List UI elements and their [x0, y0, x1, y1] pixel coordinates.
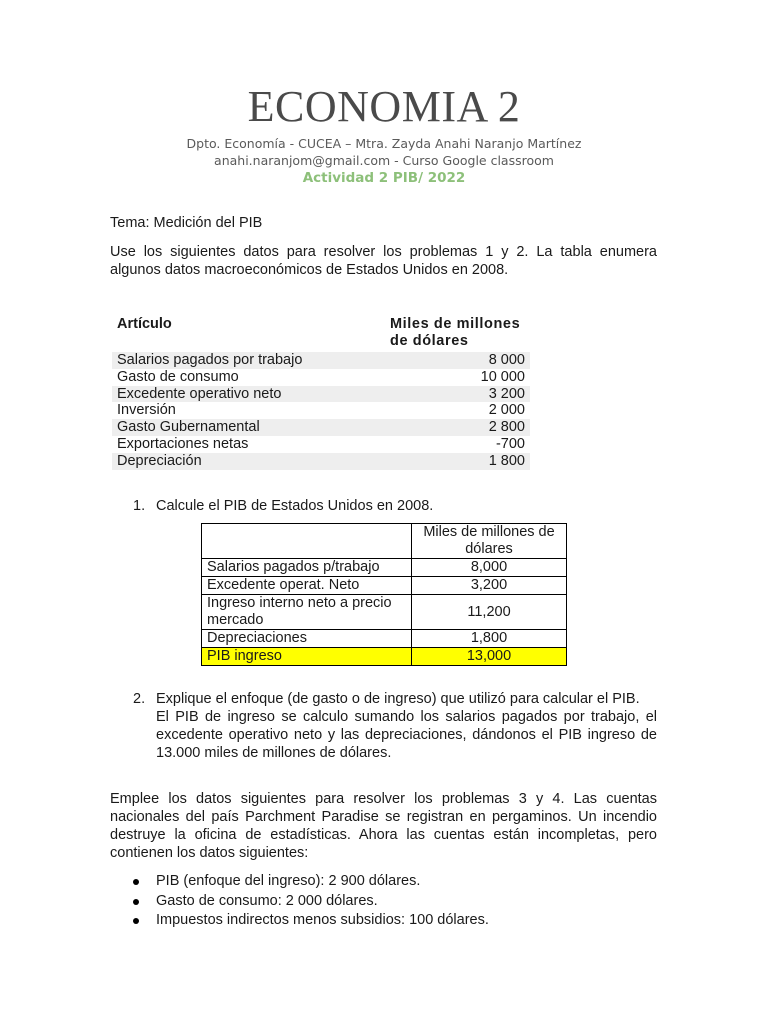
bullet-icon [133, 899, 139, 905]
column-header-article: Artículo [117, 316, 172, 332]
row-label: Depreciaciones [202, 630, 412, 648]
department-line: Dpto. Economía - CUCEA – Mtra. Zayda Anahi Naranjo Martínez [186, 136, 582, 151]
table-row [202, 630, 567, 648]
activity-label: Actividad 2 PIB/ 2022 [302, 170, 466, 186]
header-empty-cell [202, 524, 412, 559]
row-value: 10 000 [480, 368, 525, 385]
row-label: Excedente operat. Neto [202, 577, 412, 595]
list-item-text: Gasto de consumo: 2 000 dólares. [156, 892, 378, 909]
list-item-text: PIB (enfoque del ingreso): 2 900 dólares. [156, 873, 421, 889]
row-value: 3,200 [412, 577, 567, 595]
table-row [202, 577, 567, 595]
document-title: ECONOMIA 2 [247, 82, 521, 131]
row-label: Excedente operativo neto [112, 386, 385, 403]
row-label: Inversión [117, 402, 176, 419]
row-value: 13,000 [412, 648, 567, 666]
answer-text: El PIB de ingreso se calculo sumando los salarios pagados por trabajo, el excedente operativo neto y las depreciaciones, dándonos el PIB ingreso de 13.000 miles de millones de dólares. [156, 709, 657, 761]
row-value: 11,200 [412, 595, 567, 630]
table-row [112, 453, 530, 470]
bullet-icon [133, 918, 139, 924]
table-header-row [202, 524, 567, 559]
question-number: 1. [133, 498, 146, 514]
contact-line: anahi.naranjom@gmail.com - Curso Google classroom [214, 153, 554, 168]
row-value: 2 000 [488, 402, 525, 419]
row-value: 1,800 [412, 630, 567, 648]
topic-line: Tema: Medición del PIB [110, 215, 263, 231]
row-label: Depreciación [112, 453, 385, 470]
table-row [112, 369, 530, 386]
gdp-answer-table [201, 523, 567, 666]
macro-data-table [112, 316, 530, 470]
row-label: Salarios pagados p/trabajo [202, 559, 412, 577]
row-value: 1 800 [385, 453, 530, 470]
table-row [112, 436, 530, 453]
row-label: PIB ingreso [202, 648, 412, 666]
row-label: Salarios pagados por trabajo [112, 352, 385, 369]
list-item-text: Impuestos indirectos menos subsidios: 100 dólares. [156, 912, 489, 928]
table-row [202, 595, 567, 630]
instructions-paragraph: Use los siguientes datos para resolver los problemas 1 y 2. La tabla enumera algunos datos macroeconómicos de Estados Unidos en 2008. [110, 244, 657, 278]
highlighted-total-row [202, 648, 567, 666]
bullet-icon [133, 879, 139, 885]
list-item [133, 911, 657, 931]
table-row [112, 402, 530, 419]
row-value: -700 [495, 435, 525, 452]
row-label: Gasto de consumo [117, 368, 239, 385]
row-value: 8,000 [412, 559, 567, 577]
list-item [133, 892, 657, 912]
question-text: Explique el enfoque (de gasto o de ingreso) que utilizó para calcular el PIB. [156, 691, 640, 707]
row-label: Ingreso interno neto a precio mercado [202, 595, 412, 630]
data-bullet-list [133, 872, 657, 931]
question-number: 2. [133, 691, 146, 707]
list-item [133, 872, 657, 892]
row-label: Gasto Gubernamental [112, 419, 385, 436]
column-header-amount: Miles de millones de dólares [412, 524, 567, 559]
column-header-amount: Miles de millones de dólares [390, 316, 521, 349]
table-header-row [112, 316, 530, 352]
table-row [112, 419, 530, 436]
table-row [202, 559, 567, 577]
row-value: 3 200 [385, 386, 530, 403]
table-row [112, 386, 530, 403]
question-text: Calcule el PIB de Estados Unidos en 2008. [156, 498, 434, 514]
problems-3-4-paragraph: Emplee los datos siguientes para resolver los problemas 3 y 4. Las cuentas nacionales del país Parchment Paradise se registran en pergaminos. Un incendio destruye la oficina de estadísticas. Ahora las cuentas están incompletas, pero contienen los datos siguientes: [110, 791, 657, 861]
row-value: 8 000 [385, 352, 530, 369]
row-value: 2 800 [385, 419, 530, 436]
table-row [112, 352, 530, 369]
row-label: Exportaciones netas [117, 435, 249, 452]
